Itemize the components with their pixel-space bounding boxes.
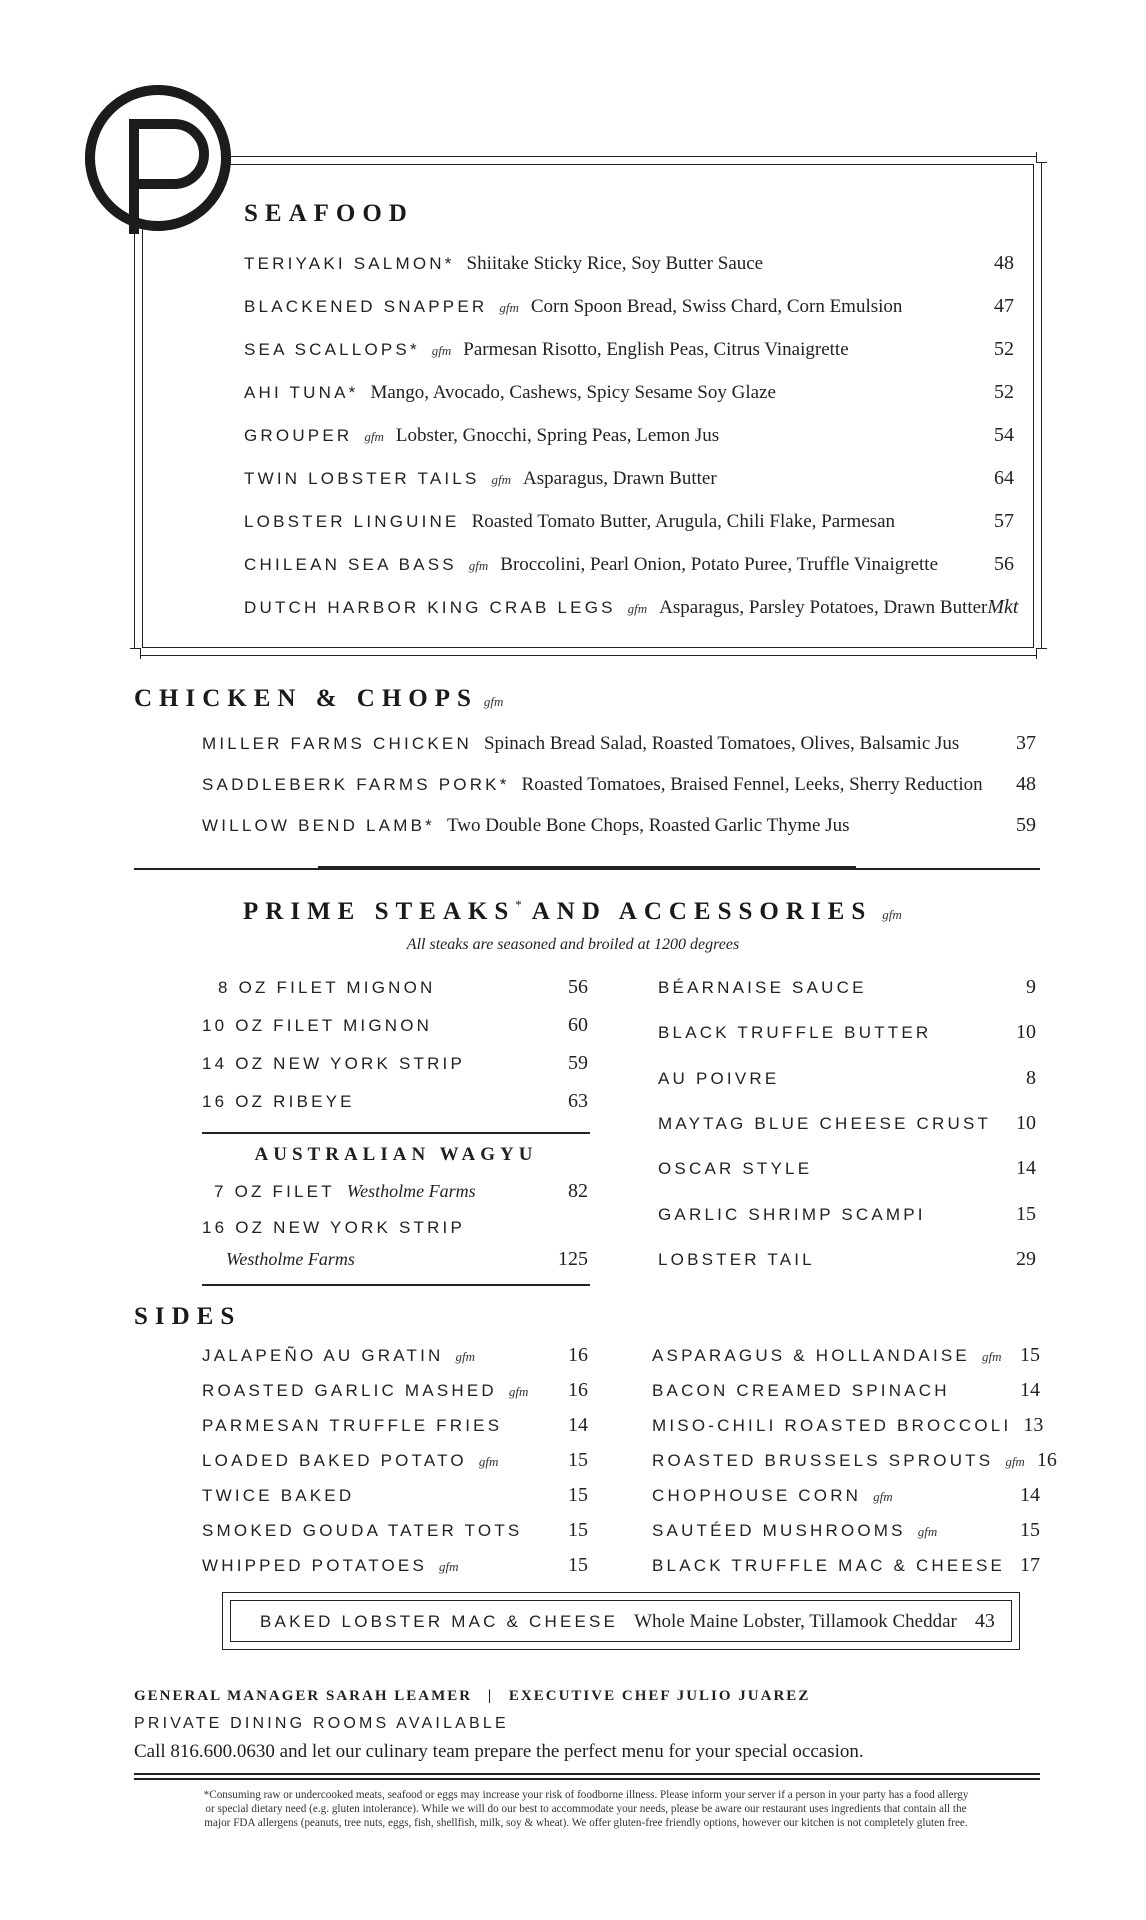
- accessory-item: [658, 1203, 1036, 1226]
- gfm-tag: gfm: [468, 558, 489, 573]
- chicken-heading-row: [134, 685, 503, 713]
- chicken-item-price: 59: [1016, 814, 1036, 836]
- chicken-item: [202, 773, 1036, 796]
- accessory-item-price: 10: [1016, 1021, 1036, 1044]
- gfm-tag: gfm: [455, 1349, 475, 1364]
- seafood-item-name: GROUPER: [244, 426, 353, 445]
- steak-item: [202, 1014, 588, 1037]
- side-item-name: JALAPEÑO AU GRATIN: [202, 1346, 444, 1365]
- steak-item-price: 60: [568, 1014, 588, 1036]
- steak-item-price: 59: [568, 1052, 588, 1074]
- disclaimer-line-3: major FDA allergens (peanuts, tree nuts, eggs, fish, shellfish, milk, soy & wheat). We offer gluten-free friendly options, however our kitchen is not completely gluten free.: [204, 1817, 968, 1829]
- steak-divider: [202, 1132, 590, 1134]
- seafood-item-name: SEA SCALLOPS*: [244, 340, 420, 359]
- seafood-item-price: 57: [994, 510, 1014, 532]
- wagyu-heading: AUSTRALIAN WAGYU: [254, 1144, 538, 1165]
- seafood-item: [244, 338, 1014, 361]
- side-item-price: 16: [568, 1379, 588, 1401]
- seafood-heading: SEAFOOD: [244, 200, 414, 227]
- side-item-price: 15: [1020, 1344, 1040, 1366]
- seafood-item: [244, 510, 1014, 533]
- side-item: [202, 1379, 588, 1402]
- steak-item-name: 10 OZ FILET MIGNON: [202, 1016, 433, 1035]
- gfm-tag: gfm: [478, 1454, 499, 1469]
- seafood-item: [244, 467, 1014, 490]
- steak-item-price: 56: [568, 976, 588, 998]
- seafood-item: [244, 381, 1014, 404]
- seafood-item-price: 47: [994, 295, 1014, 317]
- side-item: [202, 1484, 588, 1507]
- section-divider-thick: [318, 866, 856, 870]
- gfm-tag: gfm: [917, 1524, 938, 1539]
- accessory-item-price: 15: [1016, 1202, 1036, 1225]
- side-item-price: 15: [1020, 1519, 1040, 1541]
- chicken-heading: CHICKEN & CHOPS: [134, 685, 478, 712]
- side-item-name: BACON CREAMED SPINACH: [652, 1381, 950, 1400]
- accessory-item: [658, 1157, 1036, 1180]
- frame-corner: [1036, 152, 1047, 163]
- steaks-heading-star: *: [515, 897, 522, 912]
- chicken-item-name: SADDLEBERK FARMS PORK*: [202, 775, 510, 794]
- side-item-name: BLACK TRUFFLE MAC & CHEESE: [652, 1556, 1006, 1575]
- accessory-item-price: 9: [1026, 976, 1036, 998]
- side-item: [652, 1519, 1040, 1542]
- steak-item-name: 14 OZ NEW YORK STRIP: [202, 1054, 466, 1073]
- side-item: [202, 1519, 588, 1542]
- seafood-item-price: 54: [994, 424, 1014, 446]
- seafood-item: [244, 553, 1014, 576]
- private-dining-call: Call 816.600.0630 and let our culinary team prepare the perfect menu for your special occasion.: [134, 1741, 864, 1762]
- chicken-item: [202, 814, 1036, 837]
- side-item: [652, 1379, 1040, 1402]
- accessory-item-name: GARLIC SHRIMP SCAMPI: [658, 1204, 926, 1224]
- accessory-item-name: BLACK TRUFFLE BUTTER: [658, 1023, 932, 1043]
- seafood-item-price: Mkt: [987, 596, 1019, 618]
- side-item-price: 14: [1020, 1379, 1040, 1401]
- chicken-item-name: WILLOW BEND LAMB*: [202, 816, 435, 835]
- frame-corner: [130, 648, 141, 659]
- side-item-price: 16: [1036, 1449, 1057, 1471]
- side-item: [202, 1554, 588, 1577]
- accessory-item-name: MAYTAG BLUE CHEESE CRUST: [658, 1113, 992, 1133]
- seafood-item-name: CHILEAN SEA BASS: [244, 555, 457, 574]
- chicken-item-desc: Two Double Bone Chops, Roasted Garlic Thyme Jus: [446, 815, 850, 836]
- side-item: [652, 1414, 1044, 1437]
- gfm-tag: gfm: [431, 343, 452, 358]
- seafood-item-desc: Lobster, Gnocchi, Spring Peas, Lemon Jus: [395, 425, 720, 446]
- side-item-name: ASPARAGUS & HOLLANDAISE: [652, 1346, 970, 1365]
- feature-item: [260, 1610, 995, 1633]
- accessory-item: [658, 1067, 1036, 1090]
- steaks-heading-a: PRIME STEAKS: [243, 898, 516, 925]
- wagyu-item-farm: Westholme Farms: [226, 1249, 355, 1269]
- seafood-item-name: TERIYAKI SALMON*: [244, 254, 455, 273]
- side-item: [652, 1554, 1040, 1577]
- seafood-item-name: DUTCH HARBOR KING CRAB LEGS: [244, 598, 616, 617]
- seafood-item: [244, 252, 1014, 275]
- seafood-item-desc: Roasted Tomato Butter, Arugula, Chili Flake, Parmesan: [471, 511, 895, 532]
- staff-line: [134, 1688, 810, 1705]
- wagyu-divider: [202, 1284, 590, 1286]
- accessory-item: [658, 976, 1036, 999]
- wagyu-item-name: 16 OZ NEW YORK STRIP: [202, 1218, 466, 1237]
- seafood-item-price: 52: [994, 338, 1014, 360]
- side-item-price: 16: [568, 1344, 588, 1366]
- side-item-name: LOADED BAKED POTATO: [202, 1451, 467, 1470]
- allergy-disclaimer: [126, 1788, 1046, 1830]
- gfm-tag: gfm: [491, 472, 512, 487]
- feature-name: BAKED LOBSTER MAC & CHEESE: [260, 1612, 619, 1631]
- steak-item-name: 8 OZ FILET MIGNON: [218, 978, 436, 997]
- side-item-price: 14: [1020, 1484, 1040, 1506]
- side-item: [652, 1449, 1057, 1472]
- side-item-name: ROASTED GARLIC MASHED: [202, 1381, 497, 1400]
- side-item-price: 15: [568, 1449, 588, 1471]
- gfm-tag: gfm: [981, 1349, 1002, 1364]
- side-item-name: ROASTED BRUSSELS SPROUTS: [652, 1451, 994, 1470]
- seafood-item-desc: Asparagus, Parsley Potatoes, Drawn Butter: [659, 597, 988, 618]
- seafood-item-name: TWIN LOBSTER TAILS: [244, 469, 480, 488]
- gfm-tag: gfm: [873, 1489, 893, 1504]
- side-item-name: TWICE BAKED: [202, 1486, 355, 1505]
- staff-separator: |: [487, 1688, 494, 1704]
- side-item-price: 17: [1020, 1554, 1040, 1576]
- accessory-item: [658, 1021, 1036, 1044]
- side-item-name: MISO-CHILI ROASTED BROCCOLI: [652, 1416, 1012, 1435]
- footer-rule-top: [134, 1773, 1040, 1775]
- wagyu-item-line2: [226, 1248, 588, 1271]
- side-item: [202, 1344, 588, 1367]
- seafood-item-name: LOBSTER LINGUINE: [244, 512, 460, 531]
- logo-p-icon: [82, 82, 234, 234]
- side-item-name: WHIPPED POTATOES: [202, 1556, 428, 1575]
- accessory-item-price: 14: [1016, 1157, 1036, 1180]
- side-item-price: 15: [568, 1554, 588, 1576]
- disclaimer-line-1: *Consuming raw or undercooked meats, seafood or eggs may increase your risk of foodborne illness. Please inform your server if a person in your party has a food allergy: [203, 1789, 969, 1801]
- steak-item-price: 63: [568, 1090, 588, 1112]
- side-item-price: 15: [568, 1484, 588, 1506]
- chicken-item-desc: Roasted Tomatoes, Braised Fennel, Leeks, Sherry Reduction: [521, 774, 983, 795]
- side-item-price: 13: [1023, 1414, 1044, 1436]
- side-item: [652, 1484, 1040, 1507]
- accessory-item-name: BÉARNAISE SAUCE: [658, 978, 867, 997]
- side-item: [202, 1449, 588, 1472]
- accessory-item-price: 29: [1016, 1247, 1036, 1270]
- accessory-item-price: 10: [1016, 1111, 1036, 1134]
- seafood-item-desc: Asparagus, Drawn Butter: [523, 468, 717, 489]
- gfm-tag: gfm: [364, 429, 384, 444]
- side-item-price: 14: [568, 1414, 588, 1436]
- chicken-item-desc: Spinach Bread Salad, Roasted Tomatoes, Olives, Balsamic Jus: [483, 733, 960, 754]
- steak-item: [202, 1090, 588, 1113]
- gfm-tag: gfm: [627, 601, 648, 616]
- accessory-item-price: 8: [1026, 1066, 1036, 1089]
- feature-price: 43: [974, 1610, 995, 1632]
- executive-chef: EXECUTIVE CHEF JULIO JUAREZ: [508, 1688, 811, 1704]
- side-item: [652, 1344, 1040, 1367]
- gfm-tag: gfm: [508, 1384, 529, 1399]
- seafood-item: [244, 424, 1014, 447]
- steaks-heading-b: AND ACCESSORIES: [531, 898, 873, 925]
- private-dining: PRIVATE DINING ROOMS AVAILABLE: [134, 1715, 509, 1732]
- wagyu-item-price: 82: [568, 1180, 588, 1202]
- feature-desc: Whole Maine Lobster, Tillamook Cheddar: [634, 1611, 957, 1632]
- side-item: [202, 1414, 588, 1437]
- side-item-name: SAUTÉED MUSHROOMS: [652, 1521, 906, 1540]
- chicken-item: [202, 732, 1036, 755]
- accessory-item: [658, 1112, 1036, 1135]
- steaks-gfm: gfm: [882, 907, 902, 922]
- wagyu-item: [202, 1218, 588, 1238]
- seafood-item-price: 52: [994, 381, 1014, 403]
- wagyu-item-price: 125: [558, 1248, 588, 1270]
- seafood-item: [244, 596, 1019, 619]
- wagyu-item: [214, 1180, 588, 1203]
- steak-item-name: 16 OZ RIBEYE: [202, 1092, 355, 1111]
- wagyu-item-farm: Westholme Farms: [346, 1181, 476, 1201]
- seafood-item-desc: Broccolini, Pearl Onion, Potato Puree, Truffle Vinaigrette: [500, 554, 939, 575]
- chicken-gfm: gfm: [483, 694, 504, 709]
- restaurant-logo-overlay: [82, 82, 234, 234]
- gfm-tag: gfm: [1005, 1454, 1025, 1469]
- seafood-item-price: 56: [994, 553, 1014, 575]
- seafood-item-price: 48: [994, 252, 1014, 274]
- seafood-item-price: 64: [994, 467, 1014, 489]
- accessory-item-name: AU POIVRE: [658, 1068, 780, 1088]
- accessory-item: [658, 1248, 1036, 1271]
- general-manager: GENERAL MANAGER SARAH LEAMER: [134, 1688, 473, 1704]
- seafood-item-desc: Corn Spoon Bread, Swiss Chard, Corn Emulsion: [530, 296, 903, 317]
- sides-heading: SIDES: [134, 1303, 242, 1330]
- side-item-name: PARMESAN TRUFFLE FRIES: [202, 1416, 503, 1435]
- chicken-item-name: MILLER FARMS CHICKEN: [202, 734, 472, 753]
- seafood-item: [244, 295, 1014, 318]
- seafood-item-desc: Shiitake Sticky Rice, Soy Butter Sauce: [466, 253, 764, 274]
- side-item-price: 15: [568, 1519, 588, 1541]
- frame-corner: [1036, 648, 1047, 659]
- steaks-subtitle: All steaks are seasoned and broiled at 1200 degrees: [406, 936, 740, 953]
- side-item-name: SMOKED GOUDA TATER TOTS: [202, 1521, 523, 1540]
- accessory-item-name: LOBSTER TAIL: [658, 1249, 815, 1269]
- disclaimer-line-2: or special dietary need (e.g. gluten intolerance). While we will do our best to accommodate your needs, please be aware our restaurant uses ingredients that contain all the: [205, 1803, 967, 1815]
- seafood-item-desc: Mango, Avocado, Cashews, Spicy Sesame Soy Glaze: [370, 382, 776, 403]
- steak-item: [218, 976, 588, 999]
- steaks-heading-row: [243, 898, 902, 926]
- seafood-item-name: BLACKENED SNAPPER: [244, 297, 488, 316]
- seafood-item-desc: Parmesan Risotto, English Peas, Citrus Vinaigrette: [463, 339, 849, 360]
- gfm-tag: gfm: [439, 1559, 459, 1574]
- chicken-item-price: 37: [1016, 732, 1036, 754]
- wagyu-item-name: 7 OZ FILET: [214, 1182, 335, 1201]
- steak-item: [202, 1052, 588, 1075]
- chicken-item-price: 48: [1016, 773, 1036, 795]
- gfm-tag: gfm: [499, 300, 519, 315]
- side-item-name: CHOPHOUSE CORN: [652, 1486, 862, 1505]
- accessory-item-name: OSCAR STYLE: [658, 1159, 813, 1179]
- footer-rule-bottom: [134, 1778, 1040, 1780]
- seafood-item-name: AHI TUNA*: [244, 383, 359, 402]
